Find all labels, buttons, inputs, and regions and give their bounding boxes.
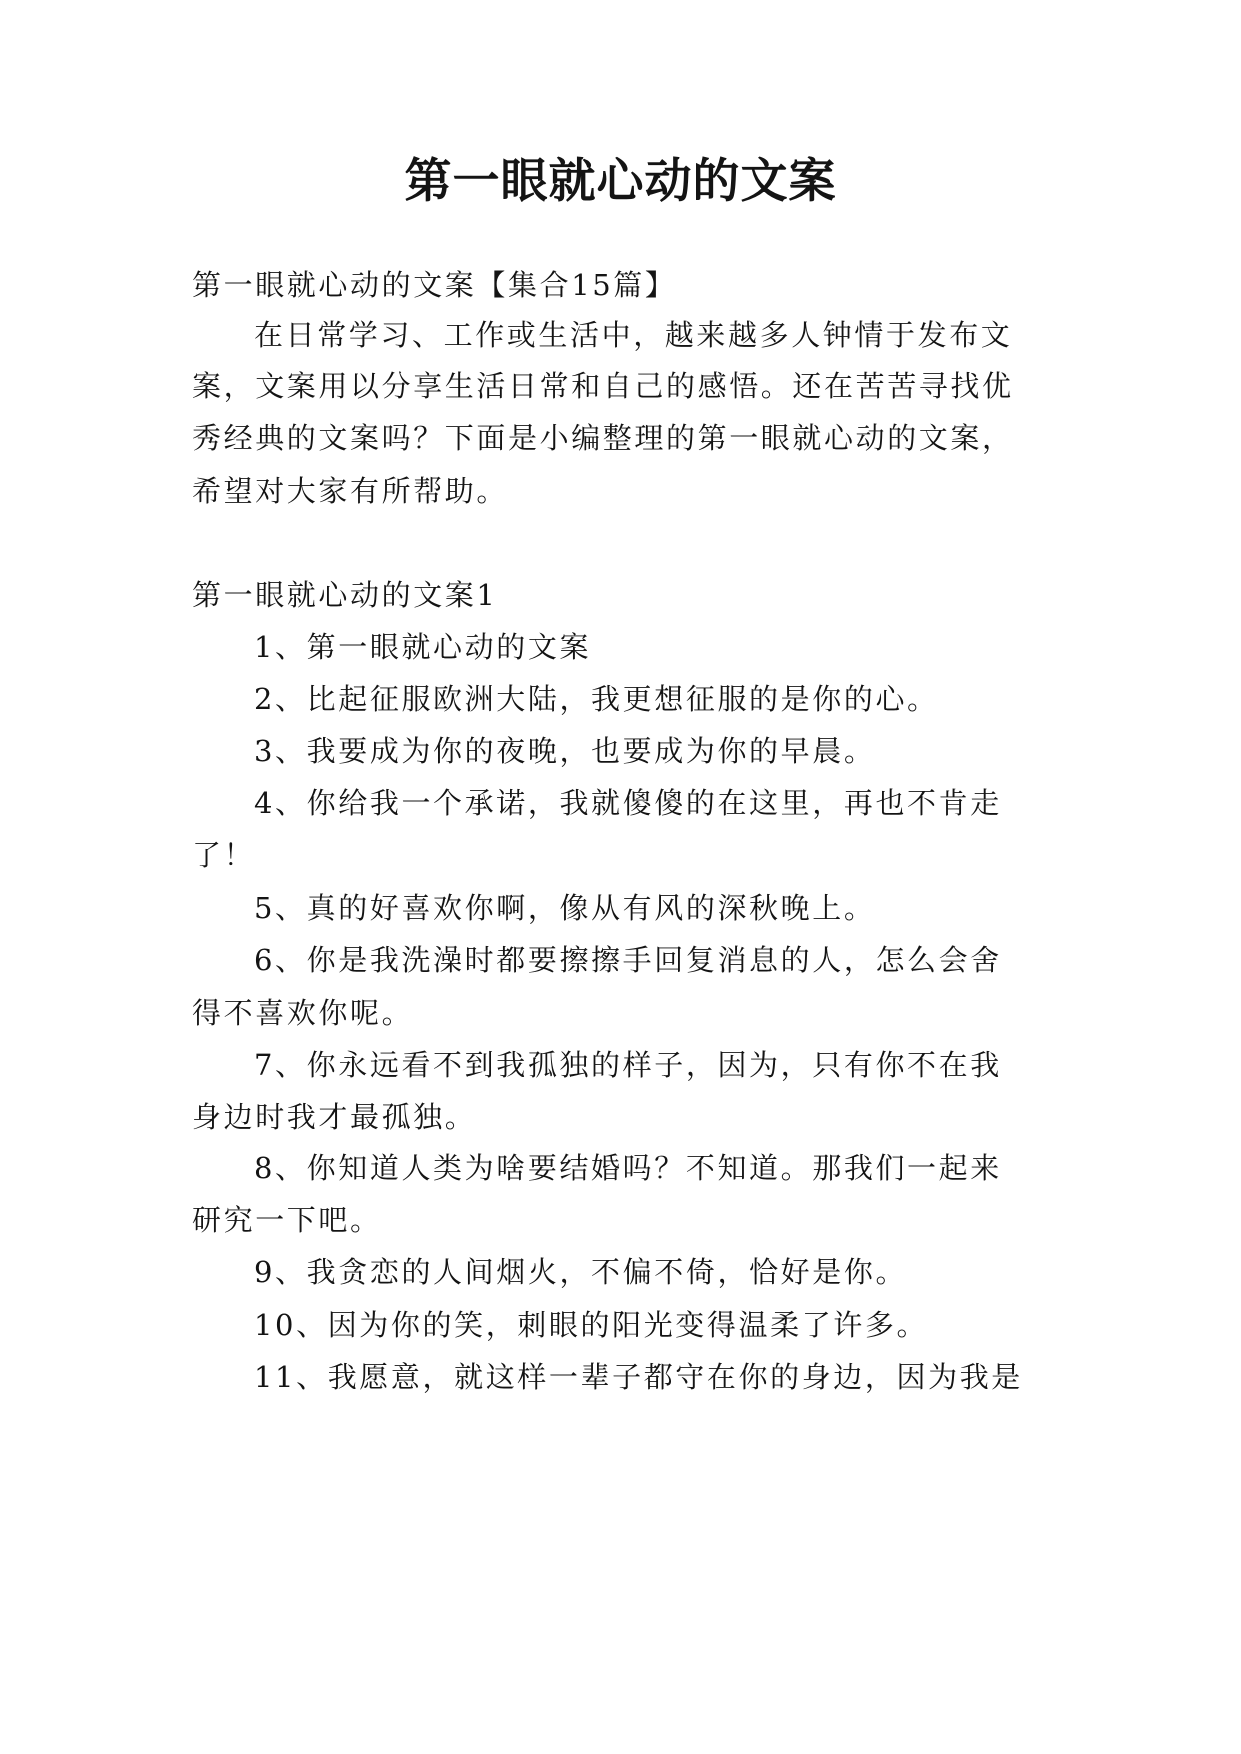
intro-line: 案，文案用以分享生活日常和自己的感悟。还在苦苦寻找优 (192, 369, 1014, 403)
document-title: 第一眼就心动的文案 (404, 154, 837, 209)
list-item-continuation: 了！ (192, 838, 256, 872)
list-item: 6、你是我洗澡时都要擦擦手回复消息的人，怎么会舍 (254, 943, 1002, 977)
list-item: 5、真的好喜欢你啊，像从有风的深秋晚上。 (254, 891, 876, 925)
list-item-continuation: 身边时我才最孤独。 (192, 1100, 477, 1134)
intro-line: 希望对大家有所帮助。 (192, 474, 509, 508)
list-item: 3、我要成为你的夜晚，也要成为你的早晨。 (254, 734, 876, 768)
intro-line: 秀经典的文案吗？下面是小编整理的第一眼就心动的文案， (192, 421, 1014, 455)
list-item: 1、第一眼就心动的文案 (254, 630, 592, 664)
list-item: 4、你给我一个承诺，我就傻傻的在这里，再也不肯走 (254, 786, 1002, 820)
list-item: 7、你永远看不到我孤独的样子，因为，只有你不在我 (254, 1048, 1002, 1082)
list-item: 2、比起征服欧洲大陆，我更想征服的是你的心。 (254, 682, 939, 716)
list-item: 8、你知道人类为啥要结婚吗？不知道。那我们一起来 (254, 1151, 1002, 1185)
list-item: 11、我愿意，就这样一辈子都守在你的身边，因为我是 (254, 1360, 1023, 1394)
list-item-continuation: 研究一下吧。 (192, 1203, 382, 1237)
section-heading: 第一眼就心动的文案1 (192, 578, 498, 612)
list-item: 10、因为你的笑，刺眼的阳光变得温柔了许多。 (254, 1308, 929, 1342)
list-item: 9、我贪恋的人间烟火，不偏不倚，恰好是你。 (254, 1255, 908, 1289)
intro-line: 在日常学习、工作或生活中，越来越多人钟情于发布文 (254, 318, 1013, 352)
document-subtitle: 第一眼就心动的文案【集合15篇】 (192, 268, 677, 302)
list-item-continuation: 得不喜欢你呢。 (192, 996, 414, 1030)
